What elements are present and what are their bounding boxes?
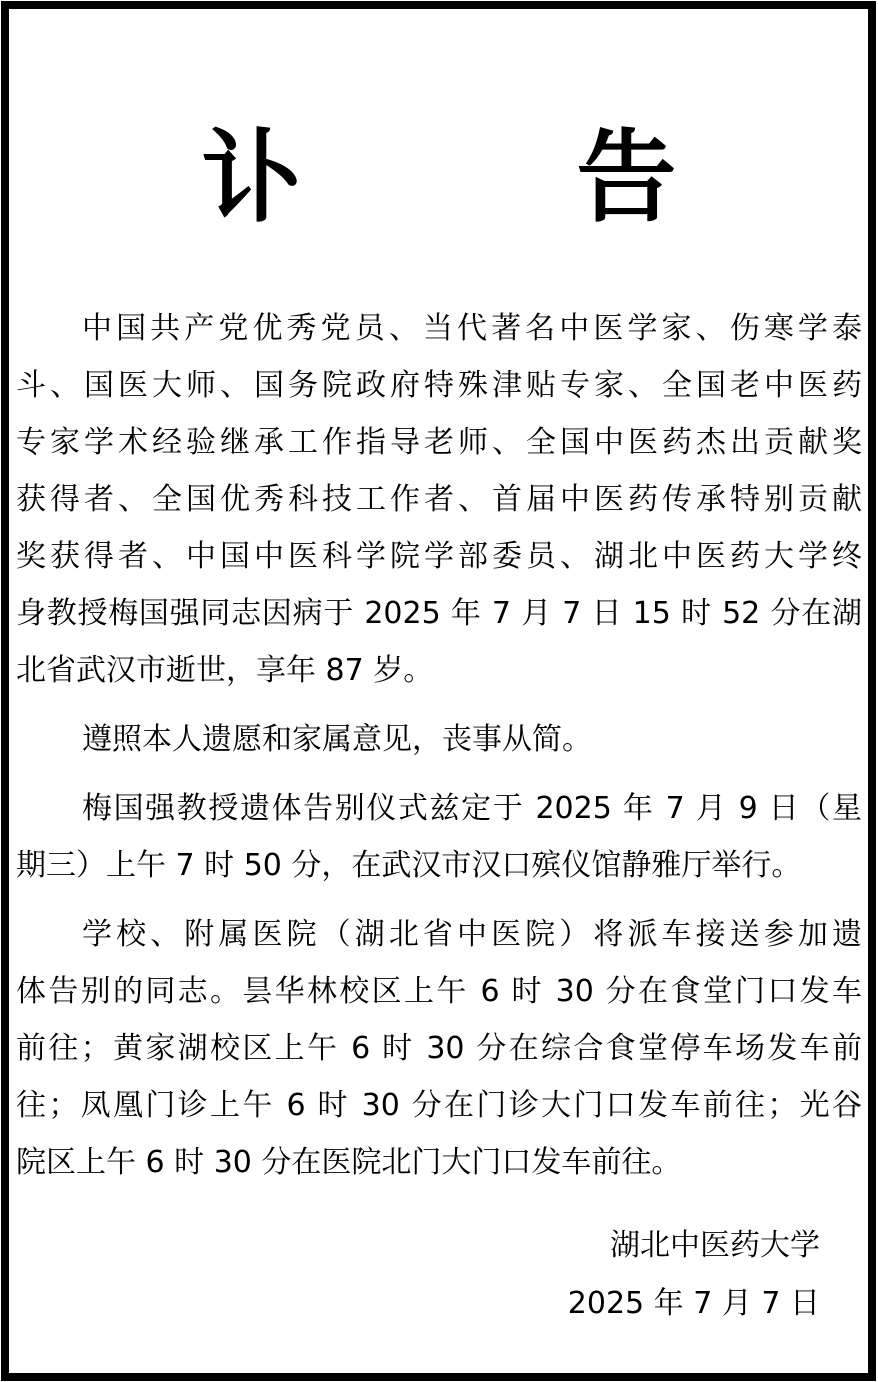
paragraph [16,906,862,1191]
paragraph-line: 遵照本人遗愿和家属意见，丧事从简。 [82,722,592,757]
paragraph-line: 获得者、全国优秀科技工作者、首届中医药传承特别贡献 [16,482,862,517]
paragraph-line: 身教授梅国强同志因病于 2025 年 7 月 7 日 15 时 52 分在湖 [16,596,862,631]
obituary-body [16,300,862,1191]
page-title: 讣 告 [201,119,797,236]
paragraph [16,780,862,894]
paragraph-line: 梅国强教授遗体告别仪式兹定于 2025 年 7 月 9 日（星 [82,791,862,826]
paragraph-line: 前往；黄家湖校区上午 6 时 30 分在综合食堂停车场发车前 [16,1031,862,1066]
paragraph-line: 学校、附属医院（湖北省中医院）将派车接送参加遗 [82,917,862,952]
paragraph-line: 专家学术经验继承工作指导老师、全国中医药杰出贡献奖 [16,425,862,460]
paragraph-line: 体告别的同志。昙华林校区上午 6 时 30 分在食堂门口发车 [16,974,862,1009]
paragraph-line: 期三）上午 7 时 50 分，在武汉市汉口殡仪馆静雅厅举行。 [16,848,802,883]
paragraph [16,300,862,699]
signature-date: 2025 年 7 月 7 日 [567,1286,820,1321]
signature-organization: 湖北中医药大学 [610,1228,820,1263]
paragraph-line: 往；凤凰门诊上午 6 时 30 分在门诊大门口发车前往；光谷 [16,1088,862,1123]
paragraph-line: 斗、国医大师、国务院政府特殊津贴专家、全国老中医药 [16,368,862,403]
paragraph-line: 奖获得者、中国中医科学院学部委员、湖北中医药大学终 [16,539,862,574]
paragraph-line: 中国共产党优秀党员、当代著名中医学家、伤寒学泰 [82,311,862,346]
paragraph [16,711,862,768]
paragraph-line: 院区上午 6 时 30 分在医院北门大门口发车前往。 [16,1145,682,1180]
paragraph-line: 北省武汉市逝世，享年 87 岁。 [16,653,434,688]
